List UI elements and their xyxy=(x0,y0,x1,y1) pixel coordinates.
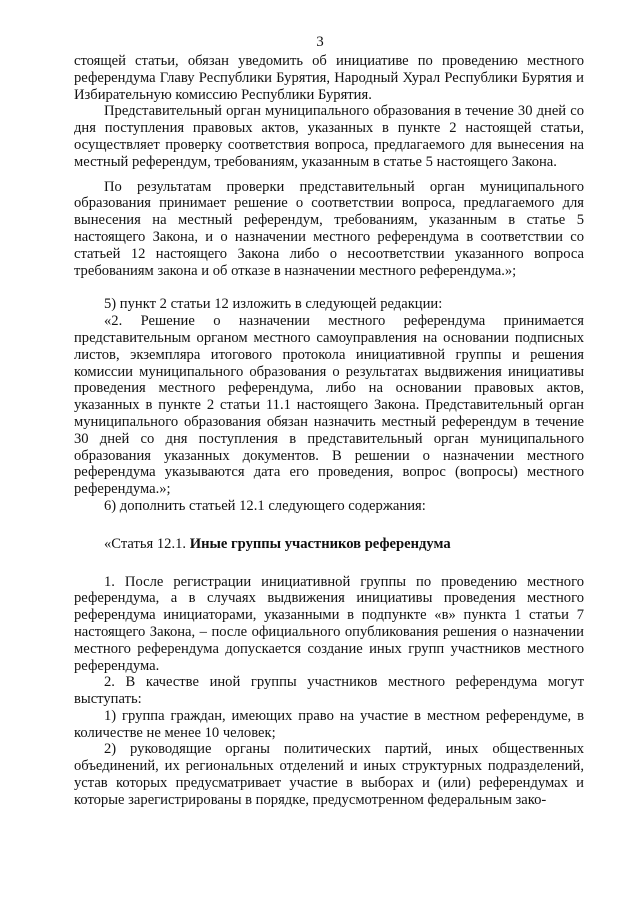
page-number: 3 xyxy=(316,34,324,50)
paragraph: Представительный орган муниципального образования в течение 30 дней со дня поступления правовых актов, указанных в пункте 2 настоящей статьи, осуществляет проверку соответствия вопроса, предлагаемого для вынесения на местный референдум, требованиям, указанным в статье 5 настоящего Закона. xyxy=(74,103,584,170)
document-body xyxy=(74,53,584,809)
article-heading xyxy=(74,536,584,553)
paragraph: 1. После регистрации инициативной группы по проведению местного референдума, а в случаях выдвижения инициативы проведения местного референдума инициаторами, указанными в подпункте «в» пункта 1 статьи 7 настоящего Закона, – после официального опубликования решения о назначении местного референдума допускается создание иных групп участников местного референдума. xyxy=(74,573,584,674)
paragraph: стоящей статьи, обязан уведомить об инициативе по проведению местного референдума Главу Республики Бурятия, Народный Хурал Республики Бурятия и Избирательную комиссию Республики Бурятия. xyxy=(74,53,584,103)
paragraph: 2) руководящие органы политических партий, иных общественных объединений, их региональных отделений и иных структурных подразделений, устав которых предусматривает участие в выборах и (или) референдумах и которые зарегистрированы в порядке, предусмотренном федеральным зако- xyxy=(74,741,584,808)
paragraph: 1) группа граждан, имеющих право на участие в местном референдуме, в количестве не менее 10 человек; xyxy=(74,707,584,741)
paragraph: 6) дополнить статьей 12.1 следующего содержания: xyxy=(104,497,426,514)
article-heading-prefix: «Статья 12.1. xyxy=(104,535,190,552)
article-heading-title: Иные группы участников референдума xyxy=(189,535,451,552)
paragraph: По результатам проверки представительный орган муниципального образования принимает решение о соответствии вопроса, предлагаемого для вынесения на местный референдум, требованиям, указанным в статье 5 настоящего Закона, и о назначении местного референдума в соответствии со статьей 12 настоящего Закона либо о несоответствии указанного вопроса требованиям закона и об отказе в назначении местного референдума.»; xyxy=(74,178,584,279)
paragraph: 5) пункт 2 статьи 12 изложить в следующей редакции: xyxy=(104,296,443,313)
paragraph: 2. В качестве иной группы участников местного референдума могут выступать: xyxy=(74,674,584,708)
paragraph: «2. Решение о назначении местного референдума принимается представительным органом местного самоуправления на основании подписных листов, экземпляра итогового протокола инициативной группы и решения комиссии муниципального образования о результатах выдвижения инициативы проведения местного референдума, либо на основании правовых актов, указанных в пункте 2 статьи 11.1 настоящего Закона. Представительный орган муниципального образования обязан назначить местный референдум в течение 30 дней со дня поступления в представительный орган муниципального образования указанных документов. В решении о назначении местного референдума указываются дата его проведения, вопрос (вопросы) местного референдума.»; xyxy=(74,313,584,498)
